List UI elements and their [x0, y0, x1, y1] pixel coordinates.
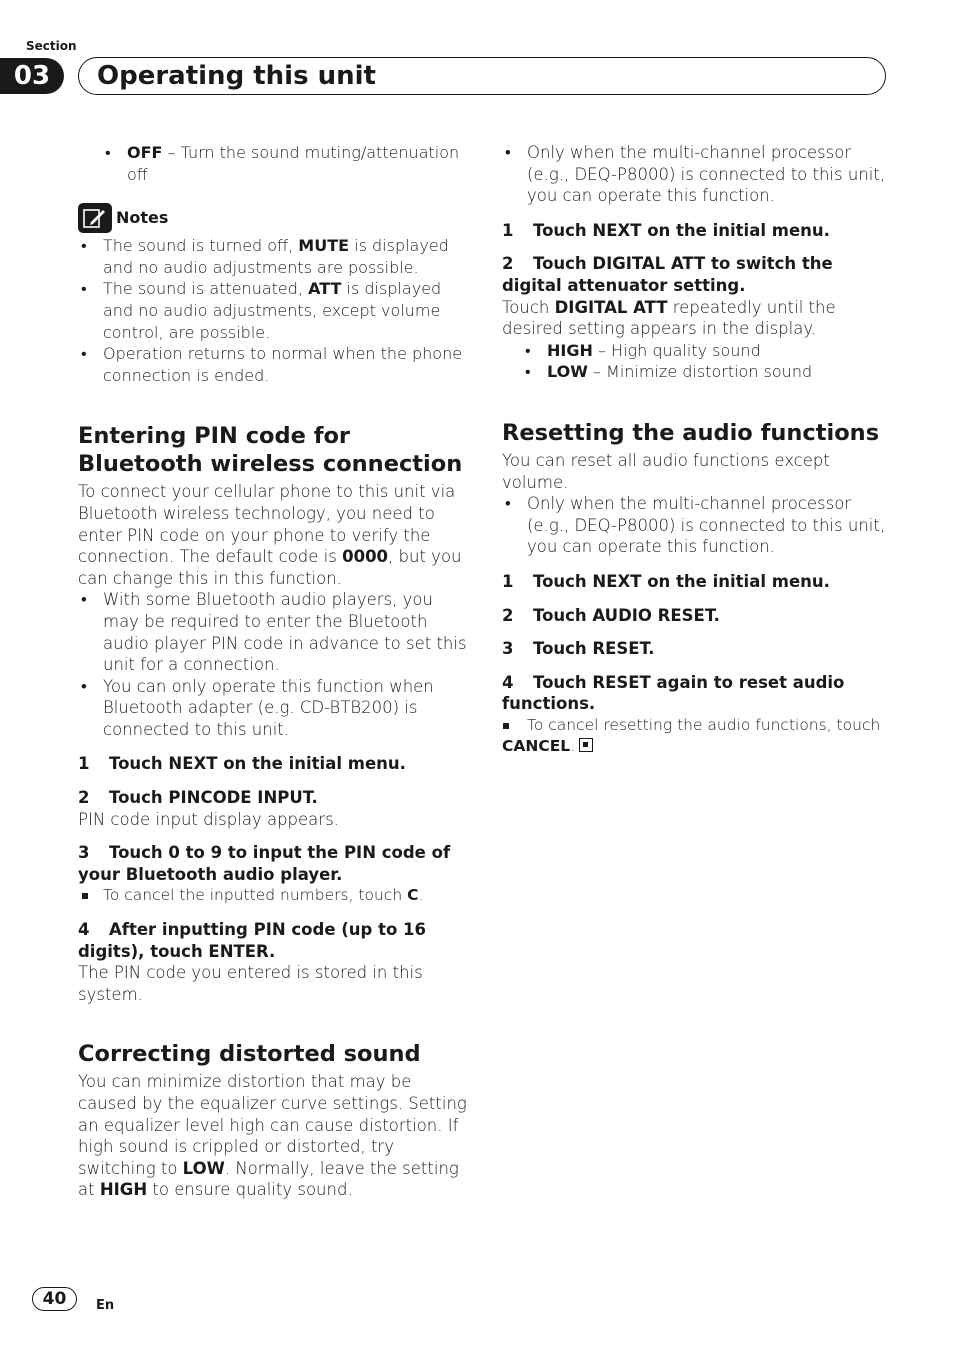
notes-box	[78, 203, 468, 386]
page-number: 40	[32, 1287, 77, 1311]
reset-step-4: 4 Touch RESET again to reset audio functions.	[502, 672, 845, 714]
language-label: En	[96, 1298, 115, 1313]
pin-step-2: 2 Touch PINCODE INPUT.	[78, 788, 318, 808]
list-item: • LOW – Minimize distortion sound	[522, 361, 892, 383]
reset-heading: Resetting the audio functions	[502, 419, 880, 446]
pin-step-2-desc: PIN code input display appears.	[78, 809, 339, 829]
pin-step-4: 4 After inputting PIN code (up to 16 digits), touch ENTER.	[78, 920, 427, 961]
list-item: • You can only operate this function when Bluetooth adapter (e.g. CD-BTB200) is connected to this unit.	[78, 676, 468, 741]
title-box	[78, 57, 886, 95]
section-number-tab: 03	[0, 58, 64, 94]
att-step-2: 2 Touch DIGITAL ATT to switch the digital attenuator setting.	[502, 254, 833, 295]
off-bullet: • OFF – Turn the sound muting/attenuation off	[102, 142, 468, 185]
att-step-1: 1 Touch NEXT on the initial menu.	[502, 220, 830, 240]
list-item: • Only when the multi-channel processor (e.g., DEQ-P8000) is connected to this unit, you can operate this function.	[502, 493, 892, 558]
section-label: Section	[26, 39, 77, 53]
reset-step-2: 2 Touch AUDIO RESET.	[502, 605, 720, 625]
reset-step-3: 3 Touch RESET.	[502, 639, 655, 659]
pin-heading: Entering PIN code for Bluetooth wireless connection	[78, 423, 463, 478]
list-item: • Operation returns to normal when the phone connection is ended.	[78, 343, 468, 386]
list-item: • With some Bluetooth audio players, you may be required to enter the Bluetooth audio player PIN code in advance to set this unit for a connection.	[78, 589, 468, 675]
pin-step-1: 1 Touch NEXT on the initial menu.	[78, 754, 406, 774]
end-square-icon	[579, 738, 593, 752]
left-column	[78, 142, 468, 1201]
list-item: • Only when the multi-channel processor (e.g., DEQ-P8000) is connected to this unit, you can operate this function.	[502, 142, 892, 207]
reset-note: To cancel resetting the audio functions, touch CANCEL.	[502, 715, 892, 758]
att-step-2-desc: Touch DIGITAL ATT repeatedly until the desired setting appears in the display.	[502, 297, 836, 339]
distort-paragraph: You can minimize distortion that may be caused by the equalizer curve settings. Setting an equalizer level high can cause distortion. If high sound is crippled or distorted, try switching to LOW. Normally, leave the setting at HIGH to ensure quality sound.	[78, 1072, 467, 1200]
list-item: • The sound is turned off, MUTE is displayed and no audio adjustments are possible.	[78, 235, 468, 278]
notes-title: Notes	[116, 208, 169, 228]
right-column	[502, 142, 892, 758]
list-item: • HIGH – High quality sound	[522, 340, 892, 362]
pin-step-3: 3 Touch 0 to 9 to input the PIN code of your Bluetooth audio player.	[78, 843, 451, 884]
pin-step-4-desc: The PIN code you entered is stored in this system.	[78, 963, 423, 1004]
reset-intro: You can reset all audio functions except volume.	[502, 450, 830, 492]
pin-step-3-note: To cancel the inputted numbers, touch C.	[78, 885, 468, 907]
notes-pencil-icon	[78, 203, 112, 233]
pin-intro: To connect your cellular phone to this unit via Bluetooth wireless technology, you need to enter PIN code on your phone to verify the connection. The default code is 0000, but you can change this in this function.	[78, 482, 462, 588]
page-title: Operating this unit	[97, 61, 376, 91]
list-item: • The sound is attenuated, ATT is displayed and no audio adjustments, except volume control, are possible.	[78, 278, 468, 343]
distort-heading: Correcting distorted sound	[78, 1041, 421, 1068]
reset-step-1: 1 Touch NEXT on the initial menu.	[502, 571, 830, 591]
